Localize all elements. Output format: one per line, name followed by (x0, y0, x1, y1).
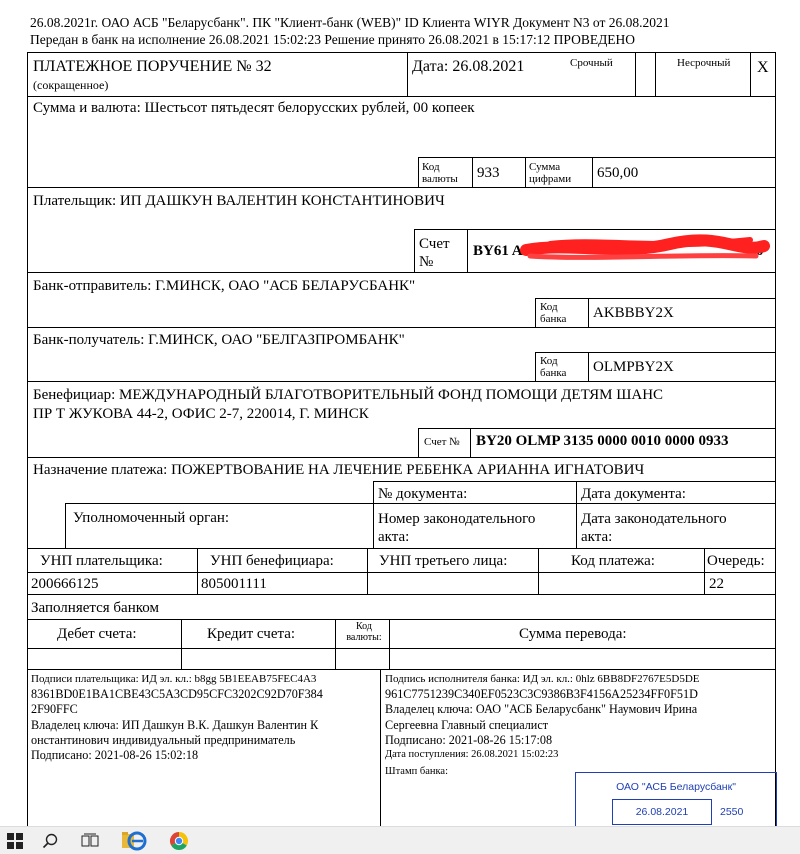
payment-purpose: Назначение платежа: ПОЖЕРТВОВАНИЕ НА ЛЕЧЕНИЕ РЕБЕНКА АРИАННА ИГНАТОВИЧ (33, 462, 645, 478)
doc-number-label: № документа: (378, 486, 468, 502)
bank-signature-block: Подпись исполнителя банка: ИД эл. кл.: 0hlz 6BB8DF2767E5D5DE 961C7751239C340EF0523C3C9386B3F4156A25234FF0F51D Владелец ключа: ОАО "АСБ Беларусбанк" Наумович Ирина Сергеевна Главный специалист Подписано: 2021-08-26 15:17:08 Дата поступления: 26.08.2021 15:02:23 Штамп банка: (385, 673, 700, 778)
payer-unp-value: 200666125 (31, 576, 99, 592)
sender-bank-code: AKBBBY2X (593, 305, 674, 321)
stamp-bank-name: ОАО "АСБ Беларусбанк" (616, 781, 736, 793)
document-header-line-2: Передан в банк на исполнение 26.08.2021 15:02:23 Решение принято 26.08.2021 в 15:17:12 ПРОВЕДЕНО (30, 32, 636, 47)
bank-currency-code-label: Код валюты: (346, 621, 382, 643)
order-subtitle: (сокращенное) (33, 78, 109, 92)
stamp-number: 2550 (720, 806, 744, 818)
document-header-line-1: 26.08.2021г. ОАО АСБ "Беларусбанк". ПК "Клиент-банк (WEB)" ID Клиента WIYR Документ N3 от 26.08.2021 (30, 15, 670, 30)
doc-date-label: Дата документа: (581, 486, 686, 502)
nonurgent-mark: X (757, 59, 769, 76)
payer-account-prefix: BY61 A (473, 243, 523, 259)
sender-bank-code-label: Код банка (540, 301, 567, 325)
debit-label: Дебет счета: (57, 626, 137, 642)
stamp-date: 26.08.2021 (635, 806, 689, 818)
currency-code-value: 933 (477, 165, 500, 181)
payer-unp-label: УНП плательщика: (40, 553, 163, 569)
order-title: ПЛАТЕЖНОЕ ПОРУЧЕНИЕ № 32 (33, 58, 272, 75)
edge-icon[interactable] (124, 827, 150, 854)
sum-digits-label: Сумма цифрами (529, 161, 572, 185)
currency-code-label: Код валюты (422, 161, 458, 185)
task-view-icon[interactable] (75, 827, 105, 854)
payment-code-label: Код платежа: (571, 553, 655, 569)
windows-taskbar (0, 826, 800, 854)
redaction-mark (520, 234, 770, 264)
queue-label: Очередь: (707, 553, 765, 569)
receiver-bank: Банк-получатель: Г.МИНСК, ОАО "БЕЛГАЗПРОМБАНК" (33, 332, 405, 348)
payer-account-label: Счет № (419, 236, 450, 270)
beneficiary-line-2: ПР Т ЖУКОВА 44-2, ОФИС 2-7, 220014, Г. МИНСК (33, 406, 369, 422)
amount-words: Сумма и валюта: Шестьсот пятьдесят белорусских рублей, 00 копеек (33, 100, 475, 116)
law-number-label: Номер законодательного акта: (378, 511, 536, 545)
payer-signature-block: Подписи плательщика: ИД эл. кл.: b8gg 5B1EEAB75FEC4A3 8361BD0E1BA1CBE43C5A3CD95CFC3202C92D70F384 2F90FFC Владелец ключа: ИП Дашкун В.К. Дашкун Валентин К онстантинович индивидуальный предприниматель Подписано: 2021-08-26 15:02:18 (31, 673, 323, 763)
queue-value: 22 (709, 576, 724, 592)
third-party-unp-label: УНП третьего лица: (379, 553, 508, 569)
transfer-sum-label: Сумма перевода: (519, 626, 627, 642)
chrome-icon[interactable] (166, 827, 192, 854)
nonurgent-label: Несрочный (677, 57, 731, 69)
credit-label: Кредит счета: (207, 626, 296, 642)
receiver-bank-code: OLMPBY2X (593, 359, 674, 375)
sum-digits-value: 650,00 (597, 165, 639, 181)
search-icon[interactable] (35, 827, 65, 854)
payer-name: Плательщик: ИП ДАШКУН ВАЛЕНТИН КОНСТАНТИНОВИЧ (33, 193, 445, 209)
windows-start-icon[interactable] (0, 827, 30, 854)
bank-stamp (575, 772, 777, 832)
payer-account-tail: 0 (756, 243, 764, 259)
beneficiary-account-label: Счет № (424, 436, 460, 448)
law-date-label: Дата законодательного акта: (581, 511, 727, 545)
sender-bank: Банк-отправитель: Г.МИНСК, ОАО "АСБ БЕЛАРУСБАНК" (33, 278, 416, 294)
bank-section-title: Заполняется банком (31, 600, 159, 616)
beneficiary-account: BY20 OLMP 3135 0000 0010 0000 0933 (476, 433, 729, 449)
beneficiary-unp-label: УНП бенефициара: (210, 553, 334, 569)
beneficiary-line-1: Бенефициар: МЕЖДУНАРОДНЫЙ БЛАГОТВОРИТЕЛЬНЫЙ ФОНД ПОМОЩИ ДЕТЯМ ШАНС (33, 387, 664, 403)
urgent-label: Срочный (570, 57, 613, 69)
receiver-bank-code-label: Код банка (540, 355, 567, 379)
order-date: Дата: 26.08.2021 (412, 58, 525, 75)
authority-label: Уполномоченный орган: (73, 510, 230, 526)
beneficiary-unp-value: 805001111 (201, 576, 267, 592)
